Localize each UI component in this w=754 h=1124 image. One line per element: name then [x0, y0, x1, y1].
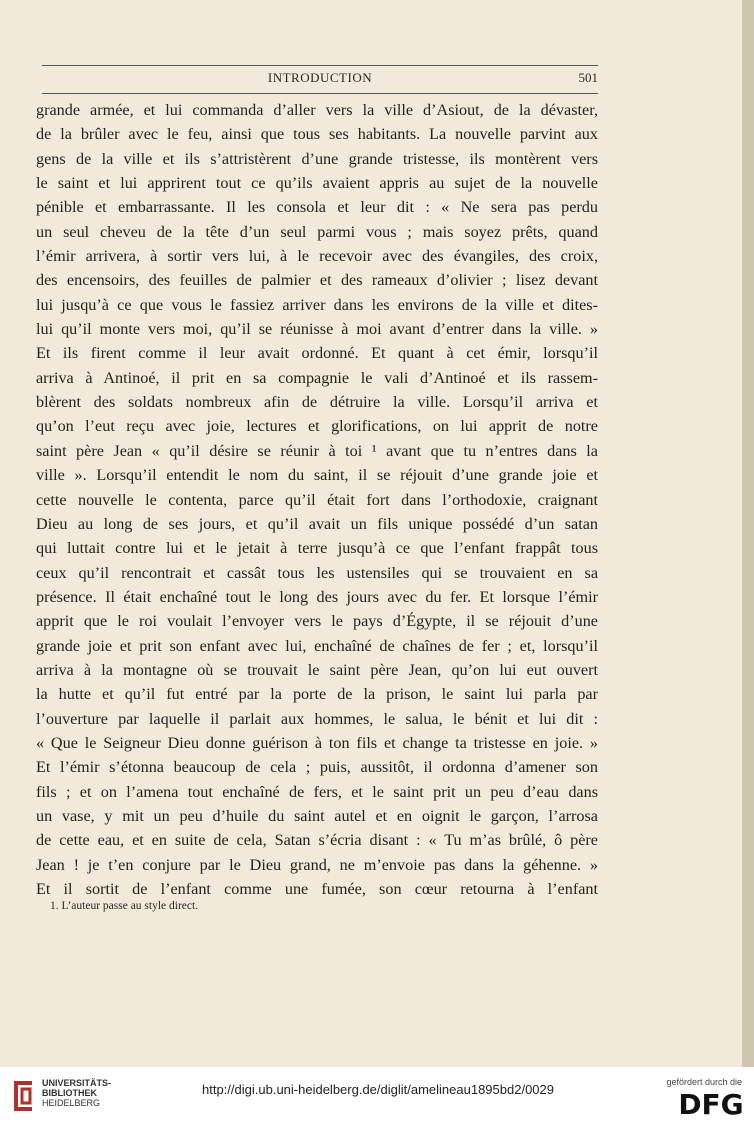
dfg-logo-icon: [678, 1089, 744, 1117]
university-library-logo-icon: [8, 1077, 38, 1115]
text-line: de cette eau, et en suite de cela, Satan s’écria disant : « Tu m’as brûlé, ô père: [36, 831, 598, 850]
text-line: blèrent des soldats nombreux afin de détruire la ville. Lorsqu’il arriva et: [36, 393, 598, 412]
page-number: 501: [578, 70, 598, 85]
text-line: gens de la ville et ils s’attristèrent d’une grande tristesse, ils montèrent vers: [36, 149, 598, 168]
funding-caption: gefördert durch die: [666, 1077, 742, 1087]
text-line: Dieu au long de ses jours, et qu’il avait un fils unique possédé d’un satan: [36, 514, 598, 533]
library-line-3: HEIDELBERG: [42, 1098, 101, 1108]
permalink-url[interactable]: http://digi.ub.uni-heidelberg.de/diglit/amelineau1895bd2/0029: [202, 1082, 554, 1097]
text-line: qui luttait contre lui et le jetait à terre jusqu’à ce que l’enfant frappât tous: [36, 539, 598, 558]
footnote: 1. L’auteur passe au style direct.: [50, 900, 199, 912]
library-name: [42, 1078, 111, 1108]
text-line: apprit que le roi voulait l’envoyer vers le pays d’Égypte, il se réjouit d’une: [36, 612, 598, 631]
text-line: des encensoirs, des feuilles de palmier et des rameaux d’olivier ; lisez devant: [36, 271, 598, 290]
text-line: lui jusqu’à ce que vous le fassiez arriver dans les environs de la ville et dites-: [36, 295, 598, 314]
text-line: arriva à la montagne où se trouvait le saint père Jean, qu’on lui eut ouvert: [36, 660, 598, 679]
footer-bar: [0, 1067, 754, 1124]
text-line: lui qu’il monte vers moi, qu’il se réunisse à moi avant d’entrer dans la ville. »: [36, 320, 598, 339]
page-edge: [742, 0, 754, 1067]
text-line: la hutte et qu’il fut entré par la porte de la prison, le saint lui parla par: [36, 685, 598, 704]
text-line: ceux qu’il rencontrait et cassât tous les ustensiles qui se trouvaient en sa: [36, 563, 598, 582]
text-line: saint père Jean « qu’il désire se réunir à toi ¹ avant que tu n’entres dans la: [36, 441, 598, 460]
text-line: « Que le Seigneur Dieu donne guérison à ton fils et change ta tristesse en joie. »: [36, 733, 598, 752]
text-line: Et l’émir s’étonna beaucoup de cela ; puis, aussitôt, il ordonna d’amener son: [36, 758, 598, 777]
text-line: Jean ! je t’en conjure par le Dieu grand, ne m’envoie pas dans la géhenne. »: [36, 855, 598, 874]
text-line: l’émir arrivera, à sortir vers lui, à le recevoir avec des évangiles, des croix,: [36, 247, 598, 266]
text-line: grande joie et prit son enfant avec lui, enchaîné de chaînes de fer ; et, lorsqu’il: [36, 636, 598, 655]
text-line: de la brûler avec le feu, ainsi que tous ses habitants. La nouvelle parvint aux: [36, 125, 598, 144]
text-line: pénible et embarrassante. Il les consola et leur dit : « Ne sera pas perdu: [36, 198, 598, 217]
svg-text:DFG: DFG: [678, 1089, 744, 1117]
header-rule-bottom: [42, 93, 598, 94]
text-line: ville ». Lorsqu’il entendit le nom du saint, il se réjouit d’une grande joie et: [36, 466, 598, 485]
text-line: Et ils firent comme il leur avait ordonné. Et quant à cet émir, lorsqu’il: [36, 344, 598, 363]
text-line: fils ; et on l’amena tout enchaîné de fers, et le saint prit un peu d’eau dans: [36, 782, 598, 801]
text-line: grande armée, et lui commanda d’aller vers la ville d’Asiout, de la dévaster,: [36, 101, 598, 119]
text-line: l’ouverture par laquelle il parlait aux hommes, le salua, le bénit et lui dit :: [36, 709, 598, 728]
text-line: un vase, y mit un peu d’huile du saint autel et en oignit le garçon, l’arrosa: [36, 806, 598, 825]
body-text: [36, 98, 598, 901]
text-line: un seul cheveu de la tête d’un seul parmi vous ; mais soyez prêts, quand: [36, 222, 598, 241]
library-line-2: BIBLIOTHEK: [42, 1088, 97, 1098]
text-line: arriva à Antinoé, il prit en sa compagnie le vali d’Antinoé et ils rassem-: [36, 368, 598, 387]
running-header: [42, 60, 598, 94]
text-line: le saint et lui apprirent tout ce qu’ils avaient appris au sujet de la nouvelle: [36, 174, 598, 193]
running-title: INTRODUCTION: [267, 70, 373, 85]
header-rule-top: [42, 65, 598, 66]
text-line: cette nouvelle le contenta, parce qu’il était fort dans l’orthodoxie, craignant: [36, 490, 598, 509]
text-line: Et il sortit de l’enfant comme une fumée, son cœur retourna à l’enfant: [36, 880, 598, 898]
library-line-1: UNIVERSITÄTS-: [42, 1078, 112, 1088]
text-line: présence. Il était enchaîné tout le long des jours avec du fer. Et lorsque l’émir: [36, 587, 598, 606]
text-line: qu’on l’eut reçu avec joie, lectures et glorifications, on lui apprit de notre: [36, 417, 598, 436]
